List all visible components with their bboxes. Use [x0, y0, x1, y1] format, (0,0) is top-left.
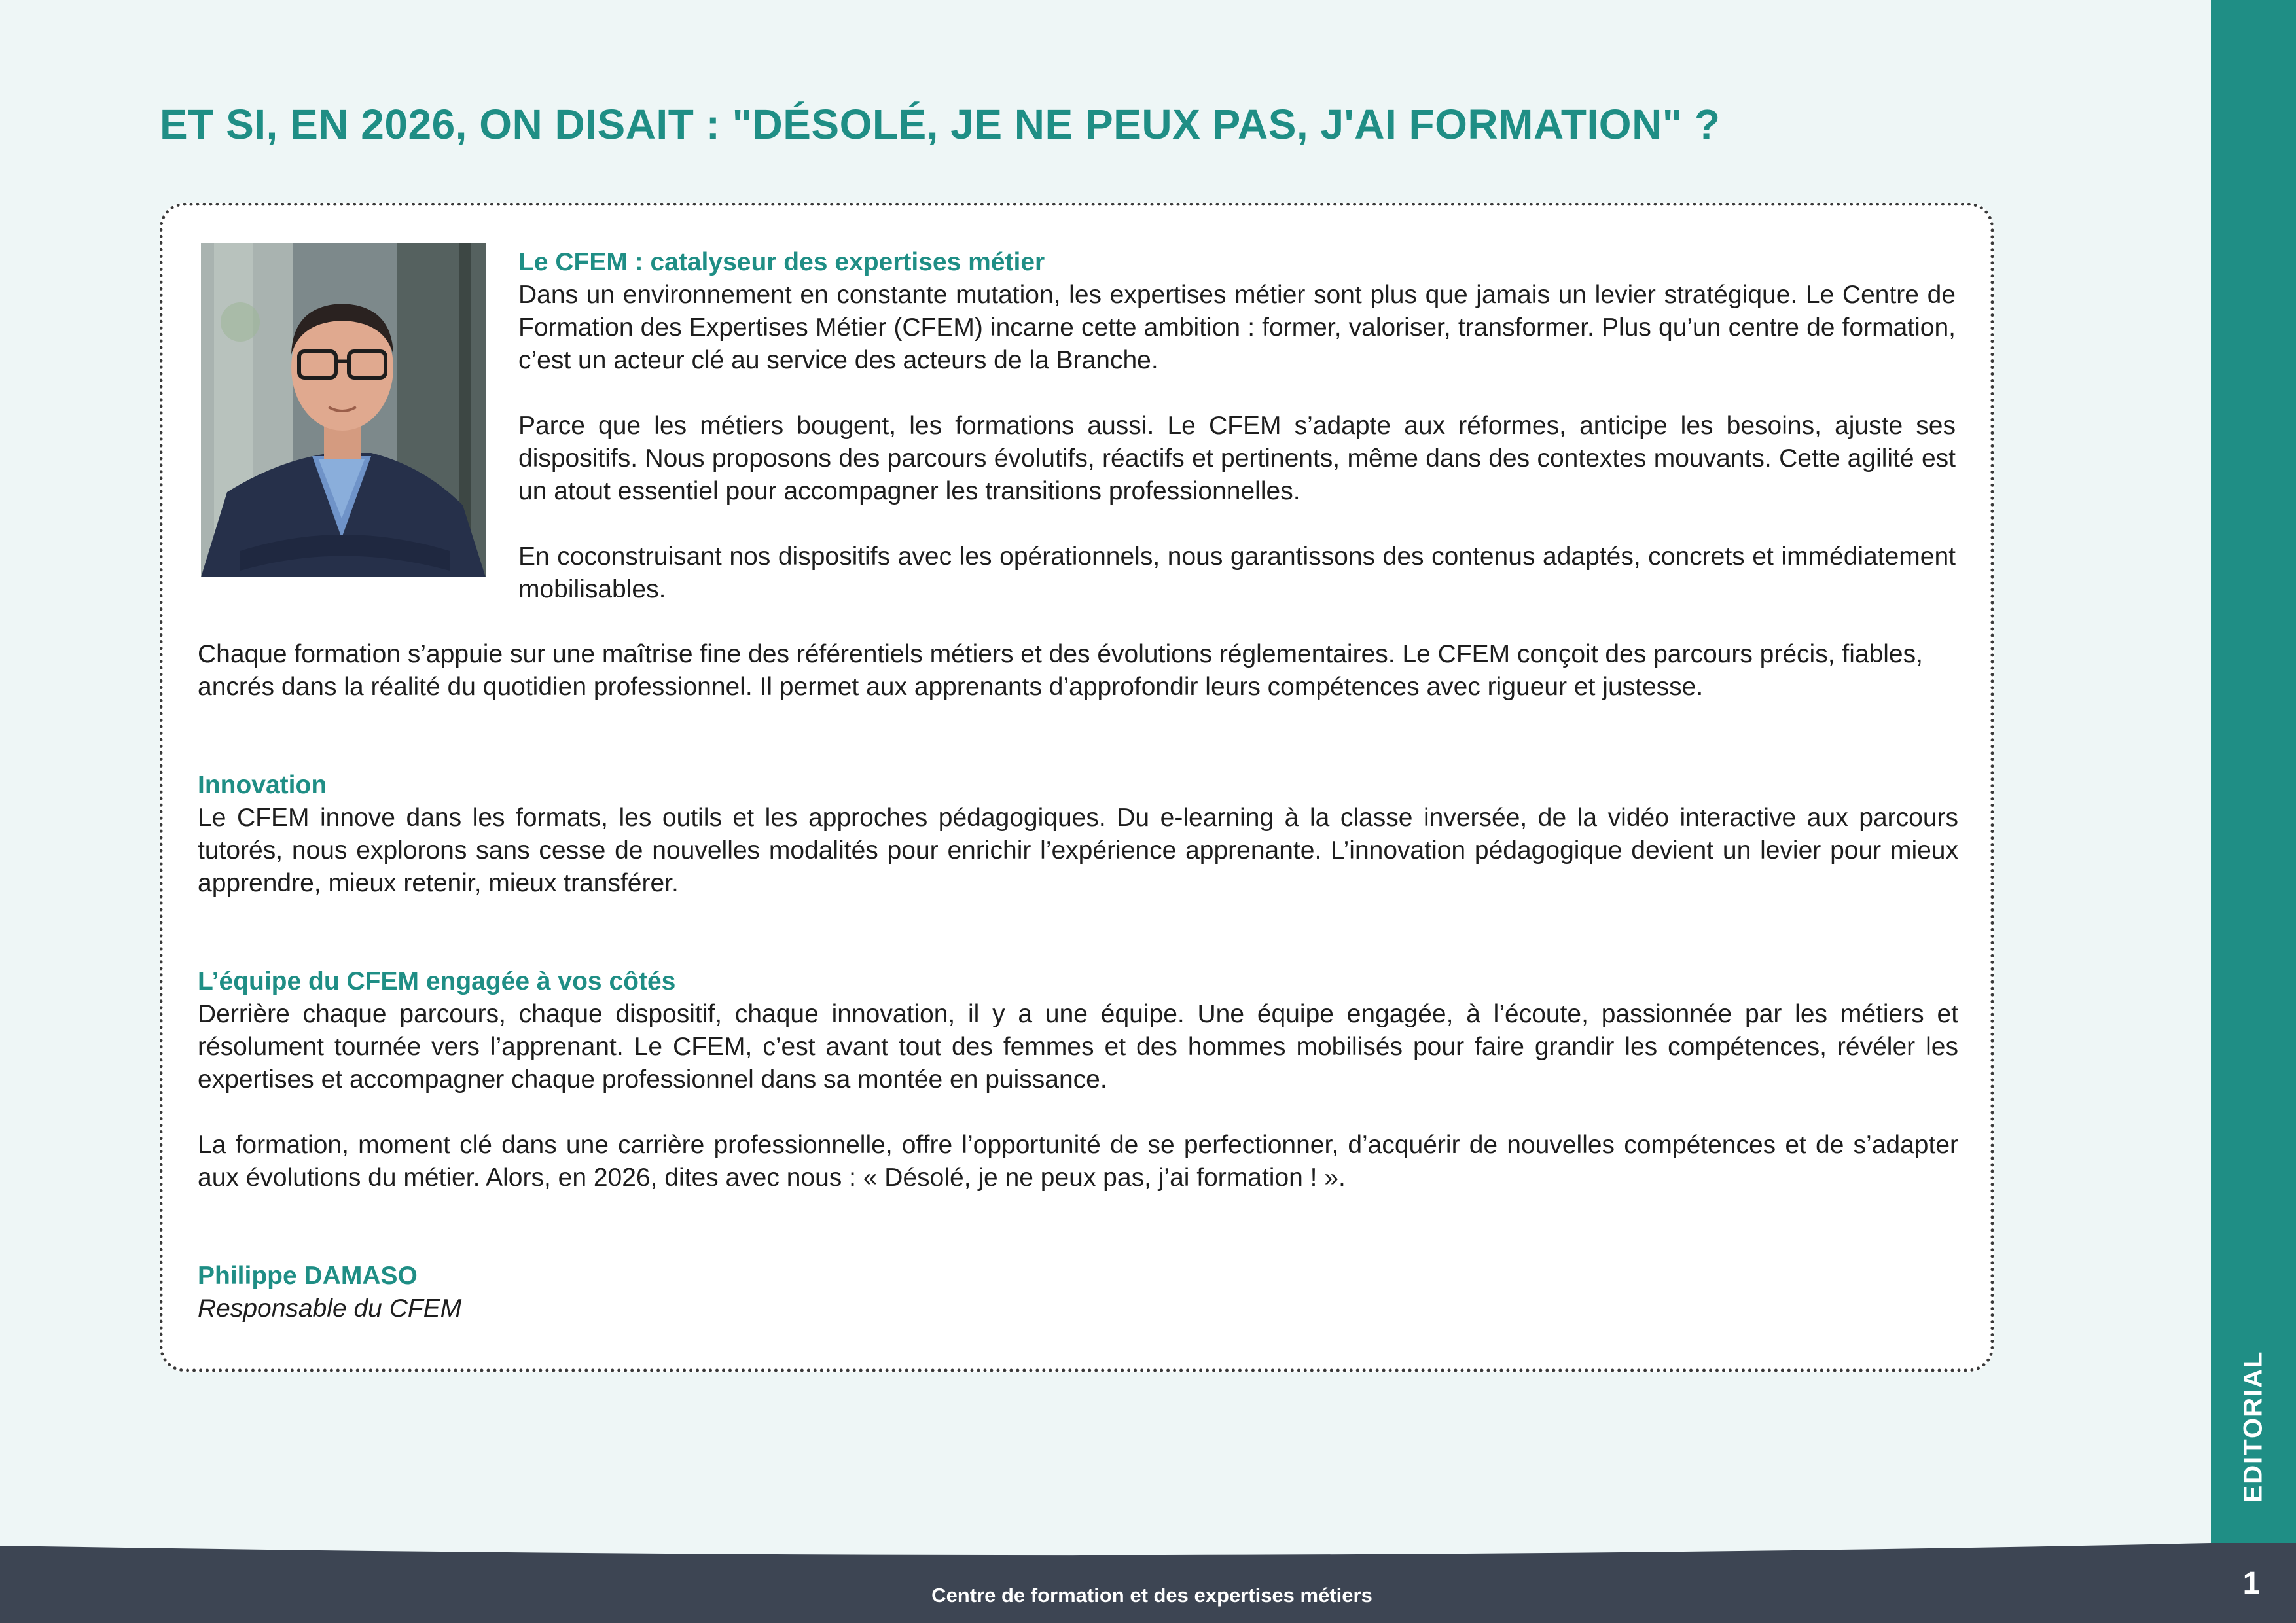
- innovation-section: [198, 769, 1958, 900]
- paragraph: Le CFEM innove dans les formats, les outils et les approches pédagogiques. Du e-learning à la classe inversée, de la vidéo interactive aux parcours tutorés, nous explorons sans cesse de nouvelles modalités pour enrichir l’expérience apprenante. L’innovation pédagogique devient un levier pour mieux apprendre, mieux retenir, mieux transférer.: [198, 804, 1958, 897]
- author-photo: [201, 243, 486, 577]
- footer-band: [0, 1531, 2296, 1623]
- section-heading-cfem: Le CFEM : catalyseur des expertises métier: [518, 248, 1045, 276]
- footer-text: Centre de formation et des expertises métiers: [931, 1584, 1372, 1607]
- signature-name: Philippe DAMASO: [198, 1262, 418, 1290]
- intro-section: [518, 246, 1956, 606]
- paragraph: Parce que les métiers bougent, les formations aussi. Le CFEM s’adapte aux réformes, anticipe les besoins, ajuste ses dispositifs. Nous proposons des parcours évolutifs, réactifs et pertinents, même dans des contextes mouvants. Cette agilité est un atout essentiel pour accompagner les transitions professionnelles.: [518, 412, 1956, 505]
- paragraph: La formation, moment clé dans une carrière professionnelle, offre l’opportunité de se perfectionner, d’acquérir de nouvelles compétences et de s’adapter aux évolutions du métier. Alors, en 2026, dites avec nous : « Désolé, je ne peux pas, j’ai formation ! ».: [198, 1131, 1958, 1192]
- paragraph: Derrière chaque parcours, chaque dispositif, chaque innovation, il y a une équipe. Une équipe engagée, à l’écoute, passionnée par les métiers et résolument tournée vers l’apprenant. Le CFEM, c’est avant tout des femmes et des hommes mobilisés pour faire grandir les compétences, révéler les expertises et accompagner chaque professionnel dans sa montée en puissance.: [198, 1000, 1958, 1094]
- paragraph: Dans un environnement en constante mutation, les expertises métier sont plus que jamais un levier stratégique. Le Centre de Formation des Expertises Métier (CFEM) incarne cette ambition : former, valoriser, transformer. Plus qu’un centre de formation, c’est un acteur clé au service des acteurs de la Branche.: [518, 281, 1956, 374]
- section-heading-innovation: Innovation: [198, 771, 327, 799]
- full-width-paragraph: [198, 638, 1958, 704]
- page-number: 1: [2242, 1566, 2261, 1601]
- signature-role: Responsable du CFEM: [198, 1294, 462, 1323]
- paragraph: En coconstruisant nos dispositifs avec les opérationnels, nous garantissons des contenus adaptés, concrets et immédiatement mobilisables.: [518, 543, 1956, 603]
- paragraph: Chaque formation s’appuie sur une maîtrise fine des référentiels métiers et des évolutions réglementaires. Le CFEM conçoit des parcours précis, fiables, ancrés dans la réalité du quotidien professionnel. Il permet aux apprenants d’approfondir leurs compétences avec rigueur et justesse.: [198, 640, 1923, 701]
- side-label: EDITORIAL: [2238, 1350, 2268, 1503]
- section-heading-team: L’équipe du CFEM engagée à vos côtés: [198, 967, 676, 995]
- page-title: ET SI, EN 2026, ON DISAIT : "DÉSOLÉ, JE NE PEUX PAS, J'AI FORMATION" ?: [160, 101, 1721, 148]
- team-section: [198, 965, 1958, 1194]
